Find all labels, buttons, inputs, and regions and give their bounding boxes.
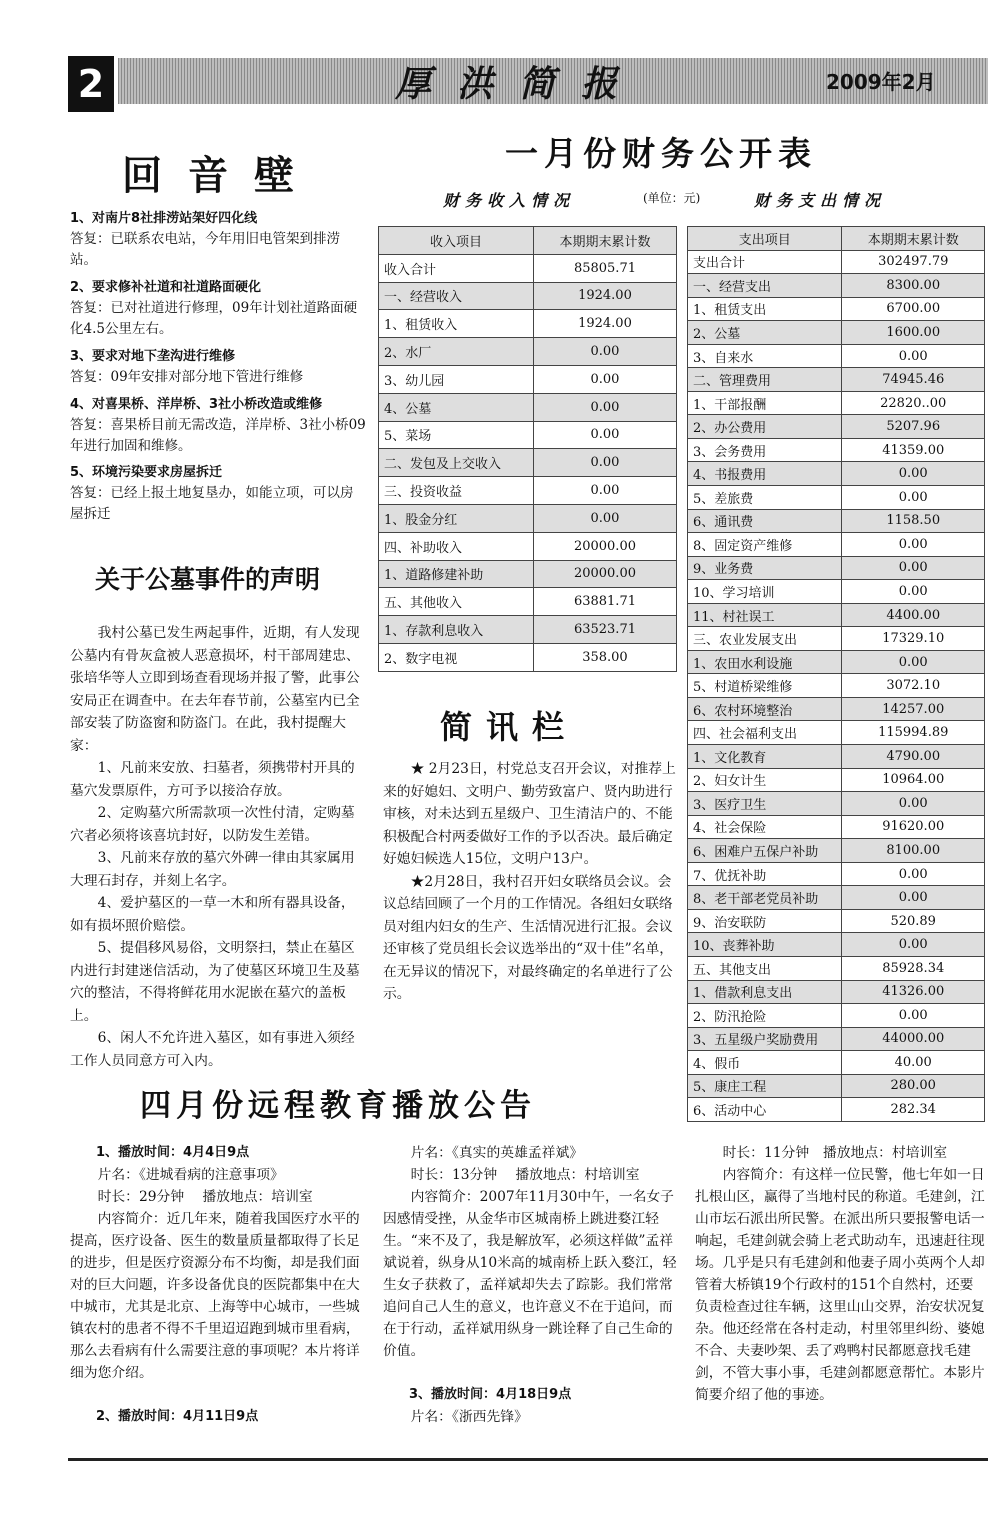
table-row <box>688 886 985 910</box>
table-row <box>688 274 985 298</box>
table-item-cell: 3、幼儿园 <box>379 365 534 393</box>
brief-paragraph: ★ 2月23日，村党总支召开会议，对推荐上来的好媳妇、文明户、勤劳致富户、贤内助进行审核，对未达到五星级户、卫生清洁户的、不能积极配合村两委做好工作的予以否决。最后确定好媳妇候选人15位，文明户13户。 <box>383 761 676 867</box>
table-row <box>379 532 677 560</box>
table-value-cell: 本期期末累计数 <box>533 227 676 255</box>
spacer <box>70 1384 366 1406</box>
notice-line: 内容简介：近几年来，随着我国医疗水平的提高，医疗设备、医生的数量质量都取得了长足的进步，但是医疗资源分布不均衡，却是我们面对的巨大问题，许多设备优良的医院都集中在大中城市，尤其是北京、上海等中心城市，一些城镇农村的患者不得不千里迢迢跑到城市里看病，那么去看病有什么需要注意的事项呢？本片将详细为您介绍。 <box>70 1211 360 1381</box>
briefs-title: 简讯栏 <box>440 708 579 746</box>
table-value-cell: 0.00 <box>533 504 676 532</box>
table-row <box>688 250 985 274</box>
table-value-cell: 74945.46 <box>842 368 985 392</box>
table-row <box>688 321 985 345</box>
echo-question: 2、要求修补社道和社道路面硬化 <box>70 280 262 295</box>
echo-item <box>70 462 366 525</box>
table-row <box>379 449 677 477</box>
table-row <box>688 556 985 580</box>
table-value-cell: 0.00 <box>842 862 985 886</box>
table-item-cell: 一、经营收入 <box>379 282 534 310</box>
table-row <box>379 365 677 393</box>
table-row <box>688 603 985 627</box>
table-item-cell: 4、假币 <box>688 1051 842 1075</box>
table-row <box>688 580 985 604</box>
table-row <box>688 627 985 651</box>
table-item-cell: 2、数字电视 <box>379 643 534 671</box>
table-value-cell: 0.00 <box>842 344 985 368</box>
echo-answer: 答复：已对社道进行修理，09年计划社道路面硬化4.5公里左右。 <box>70 300 358 337</box>
table-value-cell: 520.89 <box>842 909 985 933</box>
statement-paragraph: 3、凡前来存放的墓穴外碑一律由其家属用大理石封存，并刻上名字。 <box>70 850 355 889</box>
tv-notice-title: 四月份远程教育播放公告 <box>140 1088 536 1124</box>
table-value-cell: 10964.00 <box>842 768 985 792</box>
table-value-cell: 0.00 <box>842 556 985 580</box>
briefs-body <box>383 758 679 1006</box>
table-value-cell: 1158.50 <box>842 509 985 533</box>
tv-notice-column-1 <box>70 1142 366 1428</box>
table-item-cell: 6、农村环境整治 <box>688 697 842 721</box>
table-item-cell: 四、补助收入 <box>379 532 534 560</box>
table-item-cell: 8、老干部老党员补助 <box>688 886 842 910</box>
table-row <box>688 415 985 439</box>
table-item-cell: 2、公墓 <box>688 321 842 345</box>
statement-paragraph: 1、凡前来安放、扫墓者，须携带村开具的墓穴发票原件，方可予以接洽存放。 <box>70 760 355 799</box>
table-row <box>688 1098 985 1122</box>
table-value-cell: 115994.89 <box>842 721 985 745</box>
table-value-cell: 0.00 <box>533 365 676 393</box>
table-value-cell: 41359.00 <box>842 438 985 462</box>
table-item-cell: 4、书报费用 <box>688 462 842 486</box>
table-item-cell: 三、农业发展支出 <box>688 627 842 651</box>
table-value-cell: 40.00 <box>842 1051 985 1075</box>
table-item-cell: 收入合计 <box>379 254 534 282</box>
table-item-cell: 5、差旅费 <box>688 486 842 510</box>
table-row <box>379 616 677 644</box>
table-item-cell: 3、医疗卫生 <box>688 792 842 816</box>
table-item-cell: 五、其他支出 <box>688 956 842 980</box>
table-row <box>688 697 985 721</box>
table-item-cell: 1、存款利息收入 <box>379 616 534 644</box>
table-value-cell: 4400.00 <box>842 603 985 627</box>
table-value-cell: 0.00 <box>533 338 676 366</box>
table-value-cell: 1924.00 <box>533 282 676 310</box>
notice-line: 片名：《浙西先锋》 <box>410 1409 528 1425</box>
table-item-cell: 支出合计 <box>688 250 842 274</box>
table-item-cell: 11、村社误工 <box>688 603 842 627</box>
echo-answer: 答复：已经上报土地复垦办，如能立项，可以房屋拆迁 <box>70 485 354 522</box>
table-item-cell: 1、租赁支出 <box>688 297 842 321</box>
table-row <box>688 1051 985 1075</box>
table-value-cell: 44000.00 <box>842 1027 985 1051</box>
table-value-cell: 8300.00 <box>842 274 985 298</box>
table-item-cell: 10、学习培训 <box>688 580 842 604</box>
table-row <box>379 254 677 282</box>
table-row <box>379 643 677 671</box>
unit-label: (单位：元) <box>643 191 701 205</box>
table-item-cell: 1、借款利息支出 <box>688 980 842 1004</box>
table-value-cell: 0.00 <box>533 421 676 449</box>
table-row <box>688 1027 985 1051</box>
table-item-cell: 1、干部报酬 <box>688 391 842 415</box>
table-row <box>688 862 985 886</box>
bottom-rule <box>68 1458 988 1461</box>
table-item-cell: 二、发包及上交收入 <box>379 449 534 477</box>
table-item-cell: 收入项目 <box>379 227 534 255</box>
statement-title: 关于公墓事件的声明 <box>95 565 321 594</box>
expense-subtitle: 财务支出情况 <box>754 191 887 210</box>
table-value-cell: 4790.00 <box>842 745 985 769</box>
table-item-cell: 6、活动中心 <box>688 1098 842 1122</box>
echo-question: 4、对喜果桥、洋岸桥、3社小桥改造或维修 <box>70 397 323 412</box>
broadcast-time: 1、播放时间：4月4日9点 <box>96 1145 250 1160</box>
table-row <box>688 297 985 321</box>
statement-paragraph: 我村公墓已发生两起事件，近期，有人发现公墓内有骨灰盒被人恶意损坏，村干部周建忠、张培华等人立即到场查看现场并报了警，此事公安局正在调查中。在去年春节前，公墓室内已全部安装了防盗窗和防盗门。在此，我村提醒大家： <box>70 625 360 754</box>
table-value-cell: 0.00 <box>842 462 985 486</box>
table-value-cell: 0.00 <box>533 393 676 421</box>
table-value-cell: 0.00 <box>533 477 676 505</box>
table-value-cell: 1924.00 <box>533 310 676 338</box>
table-item-cell: 9、业务费 <box>688 556 842 580</box>
table-value-cell: 22820..00 <box>842 391 985 415</box>
table-item-cell: 二、管理费用 <box>688 368 842 392</box>
table-item-cell: 1、租赁收入 <box>379 310 534 338</box>
echo-item <box>70 394 366 457</box>
table-row <box>379 282 677 310</box>
table-row <box>688 839 985 863</box>
table-item-cell: 2、办公费用 <box>688 415 842 439</box>
table-value-cell: 17329.10 <box>842 627 985 651</box>
table-row <box>688 933 985 957</box>
table-item-cell: 5、菜场 <box>379 421 534 449</box>
table-item-cell: 四、社会福利支出 <box>688 721 842 745</box>
table-value-cell: 280.00 <box>842 1074 985 1098</box>
table-value-cell: 3072.10 <box>842 674 985 698</box>
income-table <box>378 226 677 672</box>
table-row <box>379 588 677 616</box>
table-row <box>688 745 985 769</box>
table-row <box>688 674 985 698</box>
table-row <box>688 721 985 745</box>
table-item-cell: 一、经营支出 <box>688 274 842 298</box>
table-row <box>688 509 985 533</box>
table-item-cell: 2、妇女计生 <box>688 768 842 792</box>
notice-line: 时长：11分钟 播放地点：村培训室 <box>722 1145 948 1161</box>
table-row <box>688 391 985 415</box>
table-item-cell: 1、道路修建补助 <box>379 560 534 588</box>
notice-line: 内容简介：有这样一位民警，他七年如一日扎根山区，赢得了当地村民的称道。毛建剑，江山市坛石派出所民警。在派出所只要报警电话一响起，毛建剑就会骑上老式助动车，迅速赶往现场。几乎是只有毛建剑和他妻子周小英两个人却管着大桥镇19个行政村的151个自然村，还要负责检查过往车辆，这里山山交界，治安状况复杂。他还经常在各村走动，村里邻里纠纷、婆媳不合、夫妻吵架、丢了鸡鸭村民都愿意找毛建剑，不管大事小事，毛建剑都愿意帮忙。本影片简要介绍了他的事迹。 <box>695 1167 985 1403</box>
table-row <box>688 486 985 510</box>
table-row <box>379 504 677 532</box>
table-row <box>688 368 985 392</box>
table-value-cell: 8100.00 <box>842 839 985 863</box>
table-item-cell: 3、会务费用 <box>688 438 842 462</box>
notice-line: 片名：《进城看病的注意事项》 <box>97 1167 284 1183</box>
table-value-cell: 0.00 <box>842 533 985 557</box>
table-item-cell: 3、自来水 <box>688 344 842 368</box>
table-item-cell: 2、防汛抢险 <box>688 1004 842 1028</box>
paper-name: 厚洪简报 <box>395 63 644 105</box>
table-item-cell: 7、优抚补助 <box>688 862 842 886</box>
table-row <box>688 344 985 368</box>
echo-item <box>70 346 366 388</box>
table-item-cell: 6、困难户五保户补助 <box>688 839 842 863</box>
table-value-cell: 85928.34 <box>842 956 985 980</box>
table-value-cell: 0.00 <box>842 486 985 510</box>
table-item-cell: 10、丧葬补助 <box>688 933 842 957</box>
notice-line: 时长：29分钟 播放地点：培训室 <box>97 1189 313 1205</box>
spacer <box>383 1362 679 1384</box>
finance-title: 一月份财务公开表 <box>505 134 817 173</box>
echo-item <box>70 277 366 340</box>
table-item-cell: 4、社会保险 <box>688 815 842 839</box>
table-row <box>688 1074 985 1098</box>
table-row <box>688 792 985 816</box>
table-row <box>688 650 985 674</box>
table-header-row <box>688 227 985 251</box>
echo-item <box>70 208 366 271</box>
table-value-cell: 85805.71 <box>533 254 676 282</box>
table-value-cell: 1600.00 <box>842 321 985 345</box>
table-item-cell: 4、公墓 <box>379 393 534 421</box>
table-row <box>688 768 985 792</box>
table-value-cell: 302497.79 <box>842 250 985 274</box>
table-item-cell: 1、农田水利设施 <box>688 650 842 674</box>
statement-paragraph: 4、爱护墓区的一草一木和所有器具设备，如有损坏照价赔偿。 <box>70 895 355 934</box>
table-item-cell: 5、康庄工程 <box>688 1074 842 1098</box>
page-number: 2 <box>68 56 114 112</box>
table-value-cell: 358.00 <box>533 643 676 671</box>
table-value-cell: 20000.00 <box>533 560 676 588</box>
echo-question: 5、环境污染要求房屋拆迁 <box>70 465 223 480</box>
statement-paragraph: 6、闲人不允许进入墓区，如有事进入须经工作人员同意方可入内。 <box>70 1030 355 1069</box>
table-item-cell: 8、固定资产维修 <box>688 533 842 557</box>
table-item-cell: 五、其他收入 <box>379 588 534 616</box>
expense-table <box>687 226 985 1122</box>
issue-date: 2009年2月 <box>826 70 936 94</box>
echo-wall-title: 回音壁 <box>122 153 320 199</box>
table-value-cell: 20000.00 <box>533 532 676 560</box>
table-row <box>688 438 985 462</box>
table-row <box>688 462 985 486</box>
table-row <box>688 956 985 980</box>
echo-answer: 答复：09年安排对部分地下管进行维修 <box>70 369 304 385</box>
table-item-cell: 3、五星级户奖励费用 <box>688 1027 842 1051</box>
statement-paragraph: 2、定购墓穴所需款项一次性付清，定购墓穴者必须将该喜坑封好，以防发生差错。 <box>70 805 355 844</box>
table-row <box>688 533 985 557</box>
table-row <box>688 1004 985 1028</box>
table-item-cell: 1、股金分红 <box>379 504 534 532</box>
table-item-cell: 6、通讯费 <box>688 509 842 533</box>
table-value-cell: 0.00 <box>842 886 985 910</box>
table-value-cell: 本期期末累计数 <box>842 227 985 251</box>
table-header-row <box>379 227 677 255</box>
table-row <box>688 980 985 1004</box>
table-value-cell: 91620.00 <box>842 815 985 839</box>
table-item-cell: 2、水厂 <box>379 338 534 366</box>
table-value-cell: 5207.96 <box>842 415 985 439</box>
table-value-cell: 63881.71 <box>533 588 676 616</box>
table-value-cell: 0.00 <box>842 792 985 816</box>
table-row <box>379 310 677 338</box>
table-row <box>379 393 677 421</box>
table-value-cell: 0.00 <box>842 650 985 674</box>
table-item-cell: 支出项目 <box>688 227 842 251</box>
notice-line: 时长：13分钟 播放地点：村培训室 <box>410 1167 640 1183</box>
table-value-cell: 0.00 <box>842 580 985 604</box>
table-item-cell: 5、村道桥梁维修 <box>688 674 842 698</box>
table-value-cell: 0.00 <box>842 933 985 957</box>
table-value-cell: 282.34 <box>842 1098 985 1122</box>
table-value-cell: 0.00 <box>842 1004 985 1028</box>
brief-paragraph: ★2月28日，我村召开妇女联络员会议。会议总结回顾了一个月的工作情况。各组妇女联络员对组内妇女的生产、生活情况进行汇报。会议还审核了党员组长会议选举出的“双十佳”名单，在无异议的情况下，对最终确定的名单进行了公示。 <box>383 873 674 1002</box>
table-row <box>379 560 677 588</box>
table-item-cell: 9、治安联防 <box>688 909 842 933</box>
table-value-cell: 0.00 <box>533 449 676 477</box>
statement-paragraph: 5、提倡移风易俗，文明祭扫，禁止在墓区内进行封建迷信活动，为了使墓区环境卫生及墓穴的整洁，不得将鲜花用水泥嵌在墓穴的盖板上。 <box>70 940 360 1024</box>
table-row <box>379 477 677 505</box>
broadcast-time: 3、播放时间：4月18日9点 <box>409 1387 572 1402</box>
statement-body <box>70 622 366 1072</box>
echo-answer: 答复：已联系农电站，今年用旧电管架到排涝站。 <box>70 231 340 268</box>
table-item-cell: 1、文化教育 <box>688 745 842 769</box>
echo-question: 3、要求对地下垄沟进行维修 <box>70 349 236 364</box>
tv-notice-column-2 <box>383 1142 679 1428</box>
table-row <box>688 909 985 933</box>
tv-notice-column-3 <box>695 1142 987 1406</box>
income-subtitle: 财务收入情况 <box>443 191 576 210</box>
notice-line: 片名：《真实的英雄孟祥斌》 <box>410 1145 584 1161</box>
table-row <box>379 338 677 366</box>
echo-question: 1、对南片8社排涝站架好四化线 <box>70 211 258 226</box>
table-value-cell: 63523.71 <box>533 616 676 644</box>
table-row <box>688 815 985 839</box>
notice-line: 内容简介：2007年11月30中午，一名女子因感情受挫，从金华市区城南桥上跳进婺江轻生。“来不及了，我是解放军，必须这样做”孟祥斌说着，纵身从10米高的城南桥上跃入婺江，轻生女子获救了，孟祥斌却失去了踪影。我们常常追问自己人生的意义，也许意义不在于追问，而在于行动，孟祥斌用纵身一跳诠释了自己生命的价值。 <box>383 1189 677 1359</box>
table-item-cell: 三、投资收益 <box>379 477 534 505</box>
broadcast-time: 2、播放时间：4月11日9点 <box>96 1409 259 1424</box>
table-value-cell: 6700.00 <box>842 297 985 321</box>
table-value-cell: 41326.00 <box>842 980 985 1004</box>
table-value-cell: 14257.00 <box>842 697 985 721</box>
table-row <box>379 421 677 449</box>
echo-answer: 答复：喜果桥目前无需改造，洋岸桥、3社小桥09年进行加固和维修。 <box>70 417 366 454</box>
